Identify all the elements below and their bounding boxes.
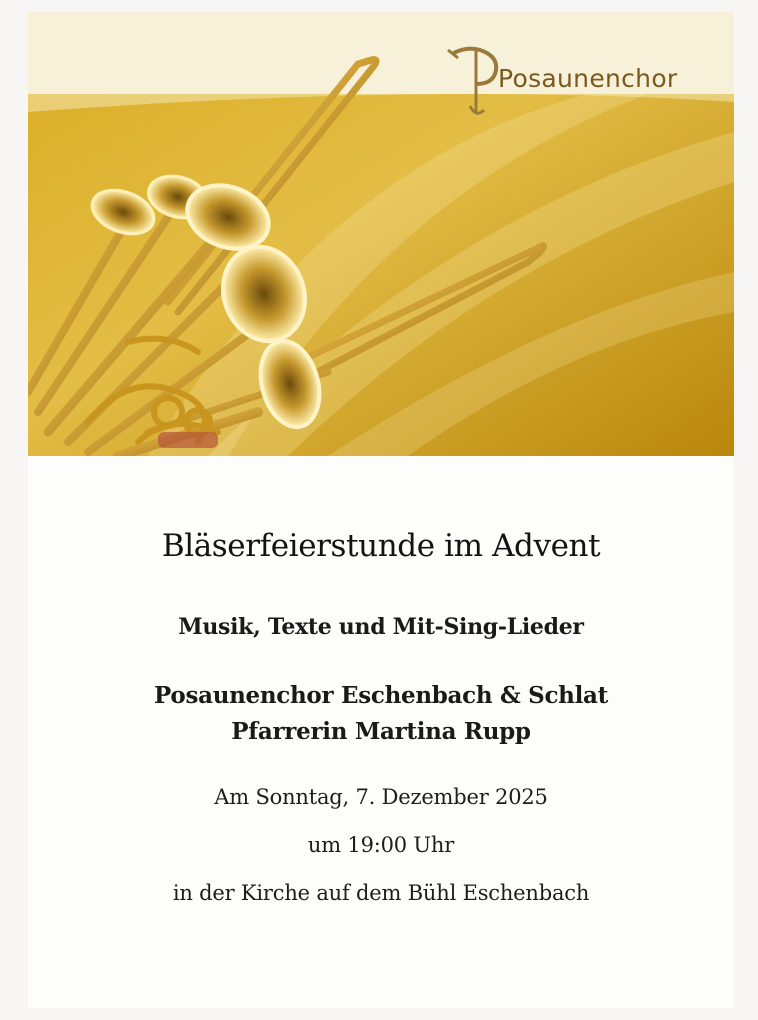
performer-ensemble: Posaunenchor Eschenbach & Schlat (154, 682, 608, 709)
event-time: um 19:00 Uhr (307, 833, 455, 857)
event-subtitle: Musik, Texte und Mit-Sing-Lieder (178, 614, 584, 640)
logo-text: Posaunenchor (498, 64, 678, 93)
flyer-page (28, 12, 734, 1008)
event-date: Am Sonntag, 7. Dezember 2025 (214, 785, 548, 809)
event-title: Bläserfeierstunde im Advent (161, 528, 601, 564)
performer-pastor: Pfarrerin Martina Rupp (231, 718, 531, 745)
performers (28, 678, 734, 750)
banner-image (28, 12, 734, 456)
event-location: in der Kirche auf dem Bühl Eschenbach (172, 881, 590, 905)
trumpet-logo-icon (446, 40, 506, 120)
